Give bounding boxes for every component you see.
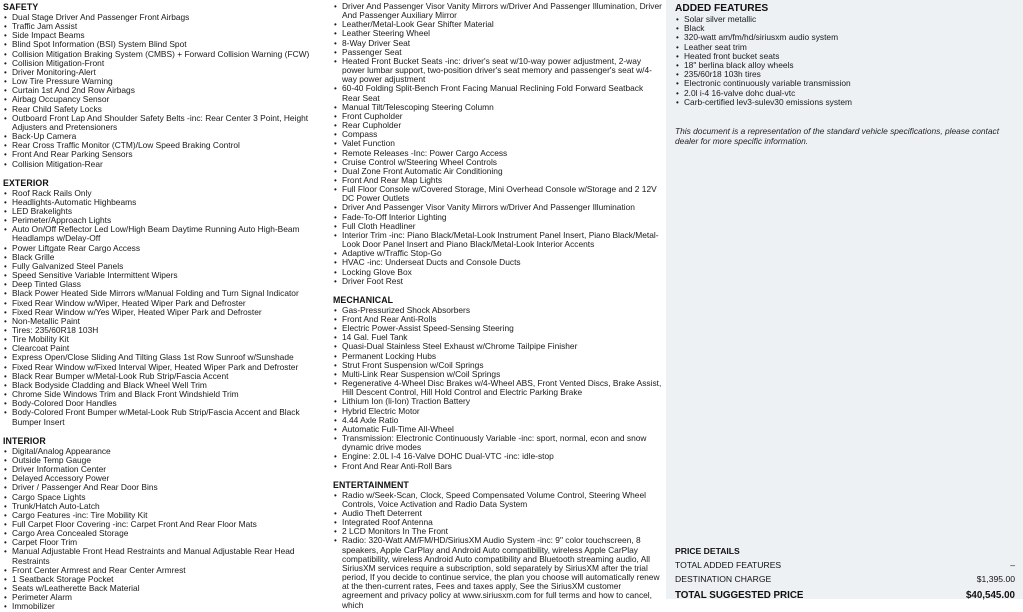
list-item: • Radio: 320-Watt AM/FM/HD/SiriusXM Audio System -inc: 9" color touchscreen, 8 speakers, Apple CarPlay and Android Auto compatibility, wireless Apple CarPlay compatibility, wireless Android Auto compatibility and Bluetooth streaming audio, All SiriusXM services require a subscription, sold separately by SiriusXM after the trial period, If you decide to continue service, the plan you choose will automatically renew at the then-current rates, Fees and taxes apply, See the SiriusXM customer agreement and privacy policy at www.siriusxm.com for full terms and how to cancel, which bbox=[333, 536, 663, 609]
price-details-heading: PRICE DETAILS bbox=[675, 546, 740, 556]
list-item: • Front And Rear Anti-Rolls bbox=[333, 315, 663, 324]
total-price-label: TOTAL SUGGESTED PRICE bbox=[675, 590, 804, 601]
list-item: • Rear Cupholder bbox=[333, 121, 663, 130]
total-added-row bbox=[675, 559, 1015, 573]
list-item: • Leather/Metal-Look Gear Shifter Material bbox=[333, 20, 663, 29]
safety-list bbox=[3, 13, 331, 169]
list-item: • Digital/Analog Appearance bbox=[3, 447, 331, 456]
mechanical-list bbox=[333, 306, 663, 471]
list-item: • Black Grille bbox=[3, 253, 331, 262]
list-item: • 14 Gal. Fuel Tank bbox=[333, 333, 663, 342]
list-item: • Integrated Roof Antenna bbox=[333, 518, 663, 527]
destination-label: DESTINATION CHARGE bbox=[675, 573, 772, 584]
list-item: • Curtain 1st And 2nd Row Airbags bbox=[3, 86, 331, 95]
exterior-list bbox=[3, 189, 331, 427]
list-item: • HVAC -inc: Underseat Ducts and Console Ducts bbox=[333, 258, 663, 267]
list-item: • Roof Rack Rails Only bbox=[3, 189, 331, 198]
list-item: • Black Bodyside Cladding and Black Wheel Well Trim bbox=[3, 381, 331, 390]
list-item: • Driver / Passenger And Rear Door Bins bbox=[3, 483, 331, 492]
list-item: • Driver And Passenger Visor Vanity Mirrors w/Driver And Passenger Illumination bbox=[333, 203, 663, 212]
list-item: • Full Cloth Headliner bbox=[333, 222, 663, 231]
list-item: • Adaptive w/Traffic Stop-Go bbox=[333, 249, 663, 258]
list-item: • Fixed Rear Window w/Wiper, Heated Wiper Park and Defroster bbox=[3, 299, 331, 308]
disclaimer-text: This document is a representation of the standard vehicle specifications, please contact dealer for more specific information. bbox=[675, 126, 1000, 147]
list-item: • 2.0l i-4 16-valve dohc dual-vtc bbox=[675, 89, 1015, 98]
list-item: • Multi-Link Rear Suspension w/Coil Springs bbox=[333, 370, 663, 379]
list-item: • Automatic Full-Time All-Wheel bbox=[333, 425, 663, 434]
list-item: • Quasi-Dual Stainless Steel Exhaust w/Chrome Tailpipe Finisher bbox=[333, 342, 663, 351]
list-item: • Cargo Features -inc: Tire Mobility Kit bbox=[3, 511, 331, 520]
list-item: • Driver And Passenger Visor Vanity Mirrors w/Driver And Passenger Illumination, Driver And Passenger Auxiliary Mirror bbox=[333, 2, 663, 20]
list-item: • Delayed Accessory Power bbox=[3, 474, 331, 483]
column-right-panel bbox=[666, 0, 1023, 599]
list-item: • Deep Tinted Glass bbox=[3, 280, 331, 289]
list-item: • Dual Stage Driver And Passenger Front Airbags bbox=[3, 13, 331, 22]
list-item: • Heated front bucket seats bbox=[675, 52, 1015, 61]
list-item: • 60-40 Folding Split-Bench Front Facing Manual Reclining Fold Forward Seatback Rear Seat bbox=[333, 84, 663, 102]
price-details bbox=[675, 546, 1015, 602]
list-item: • Valet Function bbox=[333, 139, 663, 148]
destination-value: $1,395.00 bbox=[976, 573, 1015, 584]
safety-heading: SAFETY bbox=[3, 2, 39, 12]
list-item: • Trunk/Hatch Auto-Latch bbox=[3, 502, 331, 511]
list-item: • 1 Seatback Storage Pocket bbox=[3, 575, 331, 584]
list-item: • Strut Front Suspension w/Coil Springs bbox=[333, 361, 663, 370]
list-item: • Traffic Jam Assist bbox=[3, 22, 331, 31]
list-item: • Side Impact Beams bbox=[3, 31, 331, 40]
list-item: • Regenerative 4-Wheel Disc Brakes w/4-Wheel ABS, Front Vented Discs, Brake Assist, Hill Descent Control, Hill Hold Control and Electric Parking Brake bbox=[333, 379, 663, 397]
added-features-list bbox=[675, 15, 1015, 107]
list-item: • Audio Theft Deterrent bbox=[333, 509, 663, 518]
mechanical-heading: MECHANICAL bbox=[333, 294, 394, 305]
list-item: • 320-watt am/fm/hd/siriusxm audio system bbox=[675, 33, 1015, 42]
list-item: • 4.44 Axle Ratio bbox=[333, 416, 663, 425]
list-item: • Collision Mitigation-Rear bbox=[3, 160, 331, 169]
list-item: • Front Center Armrest and Rear Center Armrest bbox=[3, 566, 331, 575]
list-item: • Tires: 235/60R18 103H bbox=[3, 326, 331, 335]
exterior-heading: EXTERIOR bbox=[3, 177, 49, 188]
list-item: • 8-Way Driver Seat bbox=[333, 39, 663, 48]
list-item: • Front Cupholder bbox=[333, 112, 663, 121]
list-item: • Collision Mitigation Braking System (CMBS) + Forward Collision Warning (FCW) bbox=[3, 50, 331, 59]
list-item: • Carb-certified lev3-sulev30 emissions system bbox=[675, 98, 1015, 107]
list-item: • Power Liftgate Rear Cargo Access bbox=[3, 244, 331, 253]
list-item: • Remote Releases -Inc: Power Cargo Access bbox=[333, 149, 663, 158]
list-item: • Electric Power-Assist Speed-Sensing Steering bbox=[333, 324, 663, 333]
interior-continued-list bbox=[333, 2, 663, 286]
interior-list bbox=[3, 447, 331, 612]
destination-row bbox=[675, 573, 1015, 587]
list-item: • Cargo Area Concealed Storage bbox=[3, 529, 331, 538]
entertainment-heading: ENTERTAINMENT bbox=[333, 479, 409, 490]
list-item: • Electronic continuously variable transmission bbox=[675, 79, 1015, 88]
list-item: • Driver Information Center bbox=[3, 465, 331, 474]
list-item: • Gas-Pressurized Shock Absorbers bbox=[333, 306, 663, 315]
list-item: • Passenger Seat bbox=[333, 48, 663, 57]
list-item: • Blind Spot Information (BSI) System Blind Spot bbox=[3, 40, 331, 49]
list-item: • Clearcoat Paint bbox=[3, 344, 331, 353]
list-item: • Fade-To-Off Interior Lighting bbox=[333, 213, 663, 222]
list-item: • Lithium Ion (li-Ion) Traction Battery bbox=[333, 397, 663, 406]
list-item: • Rear Cross Traffic Monitor (CTM)/Low Speed Braking Control bbox=[3, 141, 331, 150]
list-item: • Manual Tilt/Telescoping Steering Column bbox=[333, 103, 663, 112]
list-item: • Chrome Side Windows Trim and Black Front Windshield Trim bbox=[3, 390, 331, 399]
list-item: • Fixed Rear Window w/Yes Wiper, Heated Wiper Park and Defroster bbox=[3, 308, 331, 317]
column-left bbox=[3, 0, 331, 612]
list-item: • Headlights-Automatic Highbeams bbox=[3, 198, 331, 207]
list-item: • Collision Mitigation-Front bbox=[3, 59, 331, 68]
list-item: • Carpet Floor Trim bbox=[3, 538, 331, 547]
total-added-value: – bbox=[1010, 560, 1015, 570]
list-item: • Hybrid Electric Motor bbox=[333, 407, 663, 416]
list-item: • Compass bbox=[333, 130, 663, 139]
list-item: • Perimeter/Approach Lights bbox=[3, 216, 331, 225]
list-item: • Tire Mobility Kit bbox=[3, 335, 331, 344]
list-item: • LED Brakelights bbox=[3, 207, 331, 216]
total-added-label: TOTAL ADDED FEATURES bbox=[675, 560, 782, 570]
list-item: • Black Power Heated Side Mirrors w/Manual Folding and Turn Signal Indicator bbox=[3, 289, 331, 298]
list-item: • Seats w/Leatherette Back Material bbox=[3, 584, 331, 593]
added-features-heading: ADDED FEATURES bbox=[675, 3, 769, 14]
list-item: • 235/60r18 103h tires bbox=[675, 70, 1015, 79]
list-item: • Cruise Control w/Steering Wheel Controls bbox=[333, 158, 663, 167]
list-item: • Body-Colored Front Bumper w/Metal-Look Rub Strip/Fascia Accent and Black Bumper Insert bbox=[3, 408, 331, 426]
list-item: • Heated Front Bucket Seats -inc: driver's seat w/10-way power adjustment, 2-way power lumbar support, two-position driver's seat memory and passenger's seat w/4-way power adjustment bbox=[333, 57, 663, 84]
list-item: • Engine: 2.0L I-4 16-Valve DOHC Dual-VTC -inc: idle-stop bbox=[333, 452, 663, 461]
list-item: • Transmission: Electronic Continuously Variable -inc: sport, normal, econ and snow dynamic drive modes bbox=[333, 434, 663, 452]
list-item: • Fully Galvanized Steel Panels bbox=[3, 262, 331, 271]
column-middle bbox=[333, 0, 663, 610]
list-item: • Outboard Front Lap And Shoulder Safety Belts -inc: Rear Center 3 Point, Height Adjusters and Pretensioners bbox=[3, 114, 331, 132]
list-item: • Outside Temp Gauge bbox=[3, 456, 331, 465]
list-item: • Front And Rear Parking Sensors bbox=[3, 150, 331, 159]
list-item: • Leather seat trim bbox=[675, 43, 1015, 52]
list-item: • Radio w/Seek-Scan, Clock, Speed Compensated Volume Control, Steering Wheel Controls, Voice Activation and Radio Data System bbox=[333, 491, 663, 509]
list-item: • Front And Rear Anti-Roll Bars bbox=[333, 462, 663, 471]
list-item: • 2 LCD Monitors In The Front bbox=[333, 527, 663, 536]
list-item: • Permanent Locking Hubs bbox=[333, 352, 663, 361]
total-price-value: $40,545.00 bbox=[965, 590, 1015, 601]
list-item: • Immobilizer bbox=[3, 602, 331, 611]
list-item: • Auto On/Off Reflector Led Low/High Beam Daytime Running Auto High-Beam Headlamps w/Delay-Off bbox=[3, 225, 331, 243]
list-item: • Driver Foot Rest bbox=[333, 277, 663, 286]
list-item: • 18" berlina black alloy wheels bbox=[675, 61, 1015, 70]
entertainment-list bbox=[333, 491, 663, 610]
list-item: • Non-Metallic Paint bbox=[3, 317, 331, 326]
list-item: • Dual Zone Front Automatic Air Conditioning bbox=[333, 167, 663, 176]
total-price-row bbox=[675, 589, 1015, 602]
interior-heading: INTERIOR bbox=[3, 435, 46, 446]
list-item: • Low Tire Pressure Warning bbox=[3, 77, 331, 86]
list-item: • Cargo Space Lights bbox=[3, 493, 331, 502]
list-item: • Front And Rear Map Lights bbox=[333, 176, 663, 185]
list-item: • Fixed Rear Window w/Fixed Interval Wiper, Heated Wiper Park and Defroster bbox=[3, 363, 331, 372]
list-item: • Airbag Occupancy Sensor bbox=[3, 95, 331, 104]
list-item: • Black Rear Bumper w/Metal-Look Rub Strip/Fascia Accent bbox=[3, 372, 331, 381]
list-item: • Interior Trim -inc: Piano Black/Metal-Look Instrument Panel Insert, Piano Black/Metal-Look Door Panel Insert and Piano Black/Metal-Look Interior Accents bbox=[333, 231, 663, 249]
list-item: • Express Open/Close Sliding And Tilting Glass 1st Row Sunroof w/Sunshade bbox=[3, 353, 331, 362]
list-item: • Back-Up Camera bbox=[3, 132, 331, 141]
list-item: • Locking Glove Box bbox=[333, 268, 663, 277]
list-item: • Leather Steering Wheel bbox=[333, 29, 663, 38]
list-item: • Full Floor Console w/Covered Storage, Mini Overhead Console w/Storage and 2 12V DC Power Outlets bbox=[333, 185, 663, 203]
list-item: • Manual Adjustable Front Head Restraints and Manual Adjustable Rear Head Restraints bbox=[3, 547, 331, 565]
list-item: • Perimeter Alarm bbox=[3, 593, 331, 602]
list-item: • Black bbox=[675, 24, 1015, 33]
list-item: • Driver Monitoring-Alert bbox=[3, 68, 331, 77]
list-item: • Body-Colored Door Handles bbox=[3, 399, 331, 408]
list-item: • Speed Sensitive Variable Intermittent Wipers bbox=[3, 271, 331, 280]
list-item: • Full Carpet Floor Covering -inc: Carpet Front And Rear Floor Mats bbox=[3, 520, 331, 529]
list-item: • Solar silver metallic bbox=[675, 15, 1015, 24]
list-item: • Rear Child Safety Locks bbox=[3, 105, 331, 114]
